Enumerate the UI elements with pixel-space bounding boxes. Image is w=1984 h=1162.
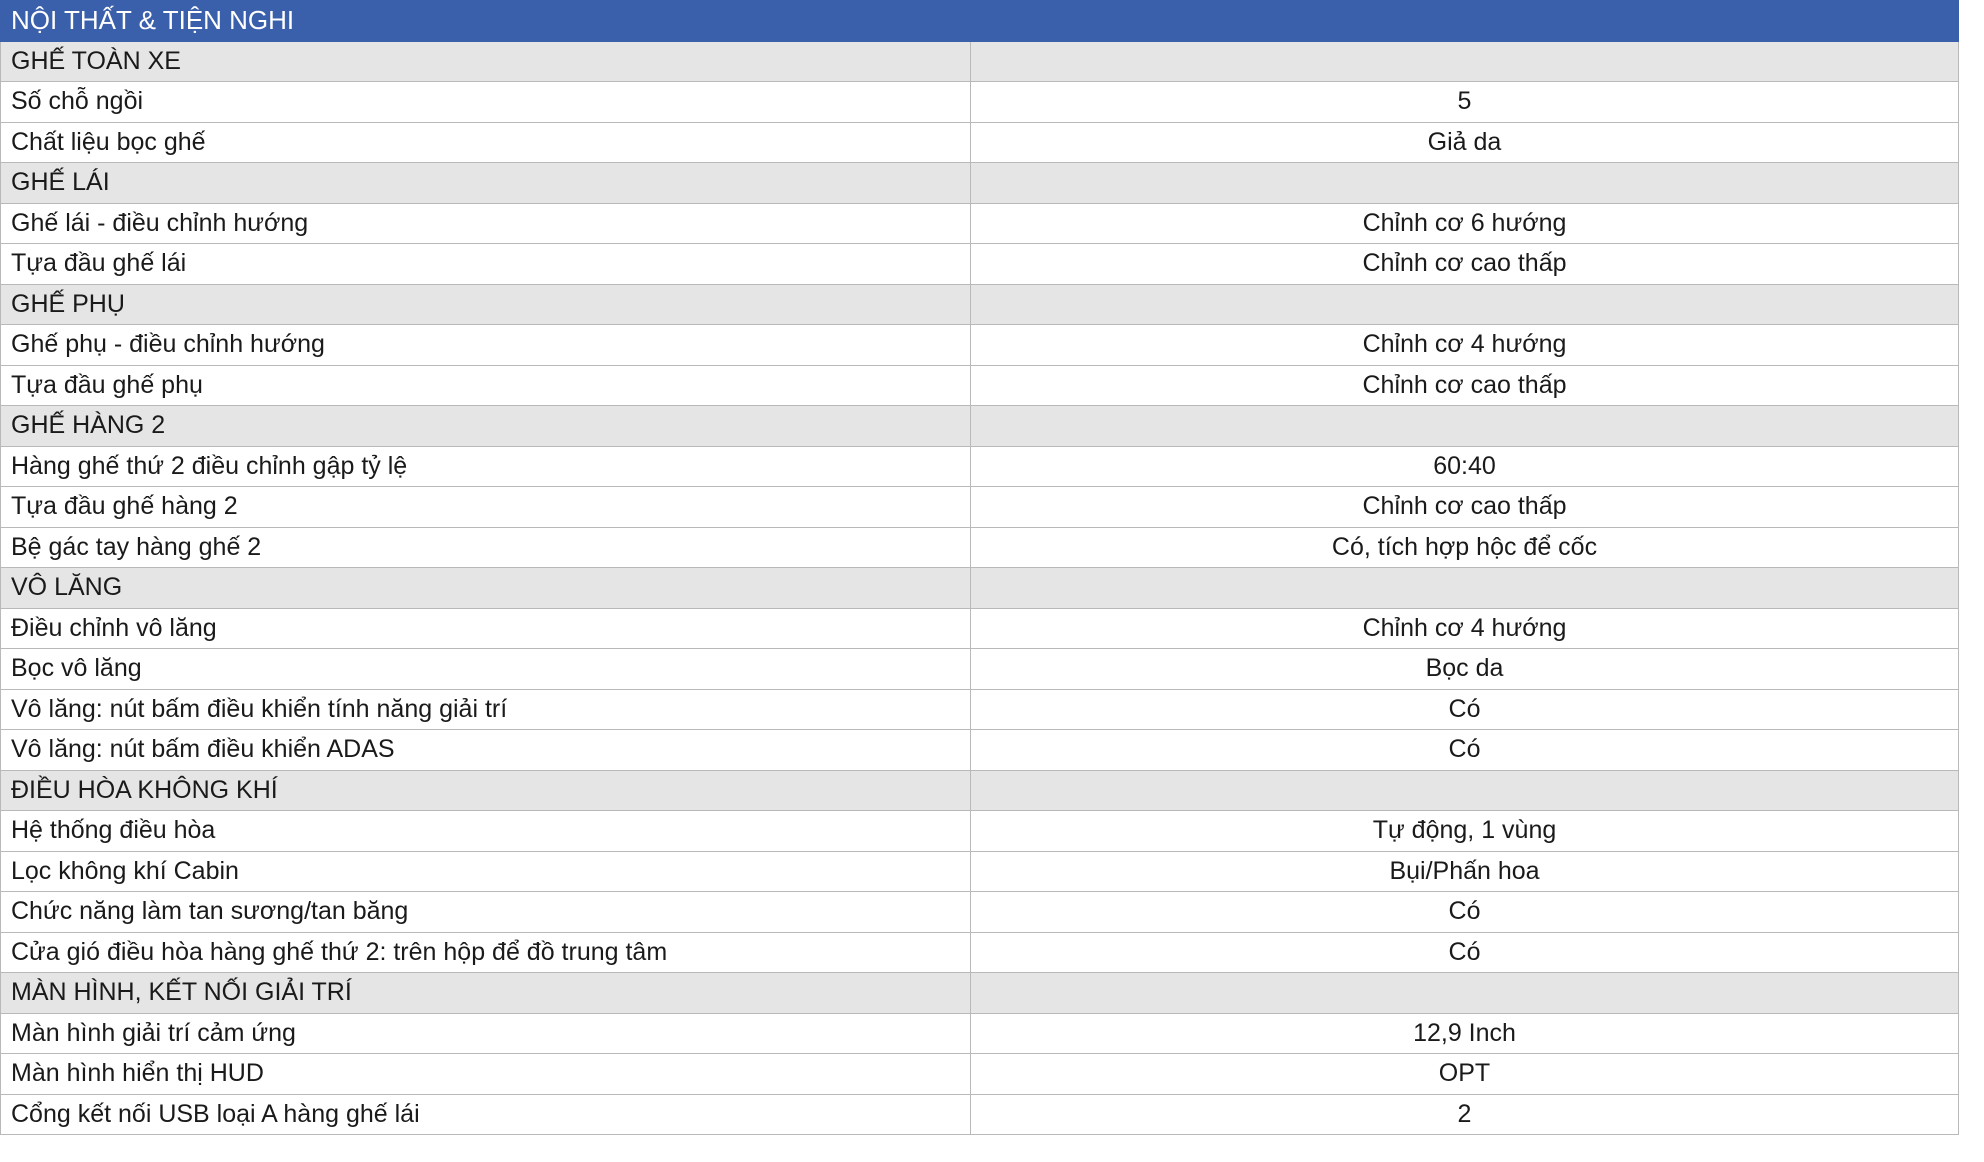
section-row <box>1 41 1959 82</box>
spec-value: Chỉnh cơ cao thấp <box>971 487 1959 528</box>
spec-label: Chức năng làm tan sương/tan băng <box>1 892 971 933</box>
section-value-empty <box>971 568 1959 609</box>
spec-value: Giả da <box>971 122 1959 163</box>
section-row <box>1 568 1959 609</box>
spec-label: Ghế lái - điều chỉnh hướng <box>1 203 971 244</box>
spec-label: Vô lăng: nút bấm điều khiển tính năng giải trí <box>1 689 971 730</box>
spec-value: Bụi/Phấn hoa <box>971 851 1959 892</box>
section-value-empty <box>971 163 1959 204</box>
section-value-empty <box>971 406 1959 447</box>
table-row <box>1 932 1959 973</box>
section-row <box>1 973 1959 1014</box>
table-row <box>1 892 1959 933</box>
table-header-row <box>1 1 1959 42</box>
spec-value: Có <box>971 892 1959 933</box>
spec-label: Màn hình giải trí cảm ứng <box>1 1013 971 1054</box>
table-header-label: NỘI THẤT & TIỆN NGHI <box>1 1 971 42</box>
spec-label: Bọc vô lăng <box>1 649 971 690</box>
spec-value: 60:40 <box>971 446 1959 487</box>
section-value-empty <box>971 770 1959 811</box>
table-body <box>1 1 1959 1135</box>
table-row <box>1 1013 1959 1054</box>
spec-value: OPT <box>971 1054 1959 1095</box>
section-row <box>1 406 1959 447</box>
spec-label: Điều chỉnh vô lăng <box>1 608 971 649</box>
table-header-value <box>971 1 1959 42</box>
section-row <box>1 163 1959 204</box>
section-title: ĐIỀU HÒA KHÔNG KHÍ <box>1 770 971 811</box>
spec-value: Có <box>971 932 1959 973</box>
spec-label: Lọc không khí Cabin <box>1 851 971 892</box>
spec-label: Chất liệu bọc ghế <box>1 122 971 163</box>
section-value-empty <box>971 41 1959 82</box>
table-row <box>1 1054 1959 1095</box>
section-row <box>1 284 1959 325</box>
spec-value: Có, tích hợp hộc để cốc <box>971 527 1959 568</box>
table-row <box>1 608 1959 649</box>
spec-value: Chỉnh cơ 4 hướng <box>971 325 1959 366</box>
table-row <box>1 851 1959 892</box>
section-title: GHẾ HÀNG 2 <box>1 406 971 447</box>
table-row <box>1 527 1959 568</box>
table-row <box>1 811 1959 852</box>
section-title: GHẾ LÁI <box>1 163 971 204</box>
spec-value: Có <box>971 730 1959 771</box>
table-row <box>1 122 1959 163</box>
spec-label: Màn hình hiển thị HUD <box>1 1054 971 1095</box>
section-row <box>1 770 1959 811</box>
table-row <box>1 689 1959 730</box>
section-title: VÔ LĂNG <box>1 568 971 609</box>
spec-value: Chỉnh cơ 6 hướng <box>971 203 1959 244</box>
spec-value: 5 <box>971 82 1959 123</box>
spec-value: 2 <box>971 1094 1959 1135</box>
table-row <box>1 325 1959 366</box>
table-row <box>1 1094 1959 1135</box>
spec-value: Tự động, 1 vùng <box>971 811 1959 852</box>
table-row <box>1 487 1959 528</box>
spec-label: Cổng kết nối USB loại A hàng ghế lái <box>1 1094 971 1135</box>
spec-label: Số chỗ ngồi <box>1 82 971 123</box>
spec-label: Tựa đầu ghế hàng 2 <box>1 487 971 528</box>
table-row <box>1 446 1959 487</box>
spec-label: Vô lăng: nút bấm điều khiển ADAS <box>1 730 971 771</box>
spec-value: Bọc da <box>971 649 1959 690</box>
section-title: GHẾ PHỤ <box>1 284 971 325</box>
table-row <box>1 365 1959 406</box>
table-row <box>1 244 1959 285</box>
spec-label: Hệ thống điều hòa <box>1 811 971 852</box>
spec-value: Chỉnh cơ 4 hướng <box>971 608 1959 649</box>
table-row <box>1 649 1959 690</box>
spec-value: Chỉnh cơ cao thấp <box>971 244 1959 285</box>
section-title: GHẾ TOÀN XE <box>1 41 971 82</box>
spec-label: Bệ gác tay hàng ghế 2 <box>1 527 971 568</box>
spec-value: Chỉnh cơ cao thấp <box>971 365 1959 406</box>
spec-value: Có <box>971 689 1959 730</box>
section-title: MÀN HÌNH, KẾT NỐI GIẢI TRÍ <box>1 973 971 1014</box>
spec-label: Tựa đầu ghế phụ <box>1 365 971 406</box>
spec-label: Tựa đầu ghế lái <box>1 244 971 285</box>
spec-label: Hàng ghế thứ 2 điều chỉnh gập tỷ lệ <box>1 446 971 487</box>
table-row <box>1 730 1959 771</box>
section-value-empty <box>971 284 1959 325</box>
spec-label: Ghế phụ - điều chỉnh hướng <box>1 325 971 366</box>
table-row <box>1 82 1959 123</box>
spec-value: 12,9 Inch <box>971 1013 1959 1054</box>
spec-label: Cửa gió điều hòa hàng ghế thứ 2: trên hộp để đồ trung tâm <box>1 932 971 973</box>
section-value-empty <box>971 973 1959 1014</box>
table-row <box>1 203 1959 244</box>
